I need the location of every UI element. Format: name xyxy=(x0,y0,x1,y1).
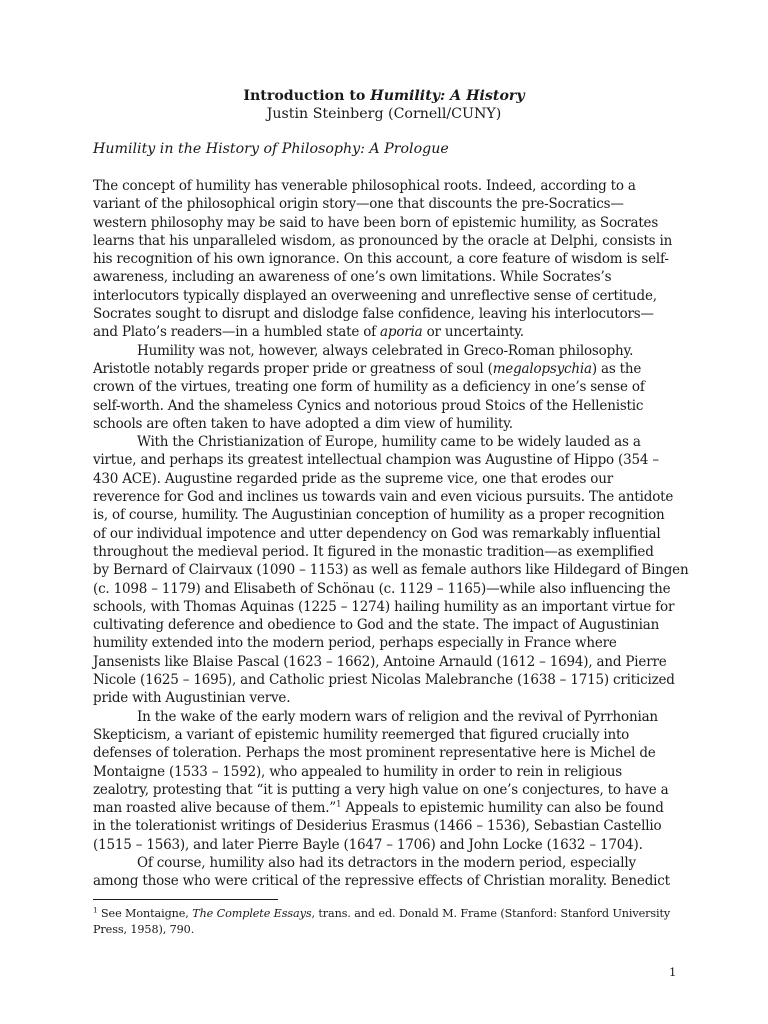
footnote-reference[interactable]: 1 xyxy=(336,799,342,810)
text-line: zealotry, protesting that “it is putting a very high value on one’s conjectures, to have a xyxy=(93,781,669,798)
text-line: (c. 1098 – 1179) and Elisabeth of Schönau (c. 1129 – 1165)—while also influencing the xyxy=(93,580,671,597)
text-line: reverence for God and inclines us towards vain and even vicious pursuits. The antidote xyxy=(93,489,674,506)
text-line: is, of course, humility. The Augustinian conception of humility as a proper recognition xyxy=(93,507,665,524)
text-line: and Plato’s readers—in a humbled state of aporia or uncertainty. xyxy=(93,324,524,341)
body-text xyxy=(93,177,693,891)
text-line: Montaigne (1533 – 1592), who appealed to humility in order to rein in religious xyxy=(93,763,622,780)
text-line: of our individual impotence and utter dependency on God was remarkably influential xyxy=(93,525,661,542)
text-line: among those who were critical of the repressive effects of Christian morality. Benedict xyxy=(93,873,670,890)
author-line: Justin Steinberg (Cornell/CUNY) xyxy=(266,106,502,122)
footnote-line: $^1$ See Montaigne, The Complete Essays, trans. and ed. Donald M. Frame (Stanford: Stanford University xyxy=(93,905,671,920)
paragraph-start: Of course, humility also had its detractors in the modern period, especially xyxy=(137,854,636,871)
text-line: humility extended into the modern period, perhaps especially in France where xyxy=(93,635,617,652)
section-heading: Humility in the History of Philosophy: A Prologue xyxy=(93,141,449,157)
paragraph-start: Humility was not, however, always celebrated in Greco-Roman philosophy. xyxy=(137,342,634,359)
footnote-divider xyxy=(93,899,278,900)
text-line: self-worth. And the shameless Cynics and notorious proud Stoics of the Hellenistic xyxy=(93,397,644,414)
paragraph-start: In the wake of the early modern wars of religion and the revival of Pyrrhonian xyxy=(137,708,658,725)
paragraph-start: With the Christianization of Europe, humility came to be widely lauded as a xyxy=(137,434,641,451)
text-line: Jansenists like Blaise Pascal (1623 – 1662), Antoine Arnauld (1612 – 1694), and Pierre xyxy=(93,653,667,670)
text-line: schools are often taken to have adopted a dim view of humility. xyxy=(93,415,513,432)
text-line: western philosophy may be said to have been born of epistemic humility, as Socrates xyxy=(93,214,659,231)
text-line: pride with Augustinian verve. xyxy=(93,690,291,707)
document-header xyxy=(0,87,768,123)
text-line: Aristotle notably regards proper pride or greatness of soul (megalopsychia) as the xyxy=(93,360,642,377)
page-number: 1 xyxy=(669,965,677,979)
text-line: 430 ACE). Augustine regarded pride as the supreme vice, one that erodes our xyxy=(93,470,613,487)
text-line: throughout the medieval period. It figured in the monastic tradition—as exemplified xyxy=(93,543,654,560)
text-line: defenses of toleration. Perhaps the most prominent representative here is Michel de xyxy=(93,745,656,762)
text-line: schools, with Thomas Aquinas (1225 – 1274) hailing humility as an important virtue for xyxy=(93,598,675,615)
footnote xyxy=(93,906,693,938)
text-line: in the tolerationist writings of Desiderius Erasmus (1466 – 1536), Sebastian Castellio xyxy=(93,818,662,835)
text-line: learns that his unparalleled wisdom, as pronounced by the oracle at Delphi, consists in xyxy=(93,232,673,249)
text-line: Skepticism, a variant of epistemic humility reemerged that figured crucially into xyxy=(93,726,630,743)
text-line: (1515 – 1563), and later Pierre Bayle (1647 – 1706) and John Locke (1632 – 1704). xyxy=(93,836,643,853)
text-line: The concept of humility has venerable philosophical roots. Indeed, according to a xyxy=(93,178,636,194)
footnote-line: Press, 1958), 790. xyxy=(93,923,195,936)
text-line: his recognition of his own ignorance. On this account, a core feature of wisdom is self- xyxy=(93,251,669,268)
text-line: variant of the philosophical origin story—one that discounts the pre-Socratics— xyxy=(93,196,624,213)
text-line: cultivating deference and obedience to God and the state. The impact of Augustinian xyxy=(93,617,660,634)
text-line: by Bernard of Clairvaux (1090 – 1153) as well as female authors like Hildegard of Bingen xyxy=(93,562,689,579)
text-line: man roasted alive because of them.”$^1$ Appeals to epistemic humility can also be found xyxy=(93,799,664,817)
footnote-marker: 1 xyxy=(93,905,98,915)
text-line: virtue, and perhaps its greatest intellectual champion was Augustine of Hippo (354 – xyxy=(93,452,659,469)
document-title: Introduction to Humility: A History xyxy=(243,88,525,104)
text-line: Socrates sought to disrupt and dislodge false confidence, leaving his interlocutors— xyxy=(93,306,654,323)
text-line: Nicole (1625 – 1695), and Catholic priest Nicolas Malebranche (1638 – 1715) criticized xyxy=(93,672,675,689)
text-line: awareness, including an awareness of one’s own limitations. While Socrates’s xyxy=(93,269,612,286)
text-line: interlocutors typically displayed an overweening and unreflective sense of certitude, xyxy=(93,287,657,304)
text-line: crown of the virtues, treating one form of humility as a deficiency in one’s sense of xyxy=(93,379,645,396)
